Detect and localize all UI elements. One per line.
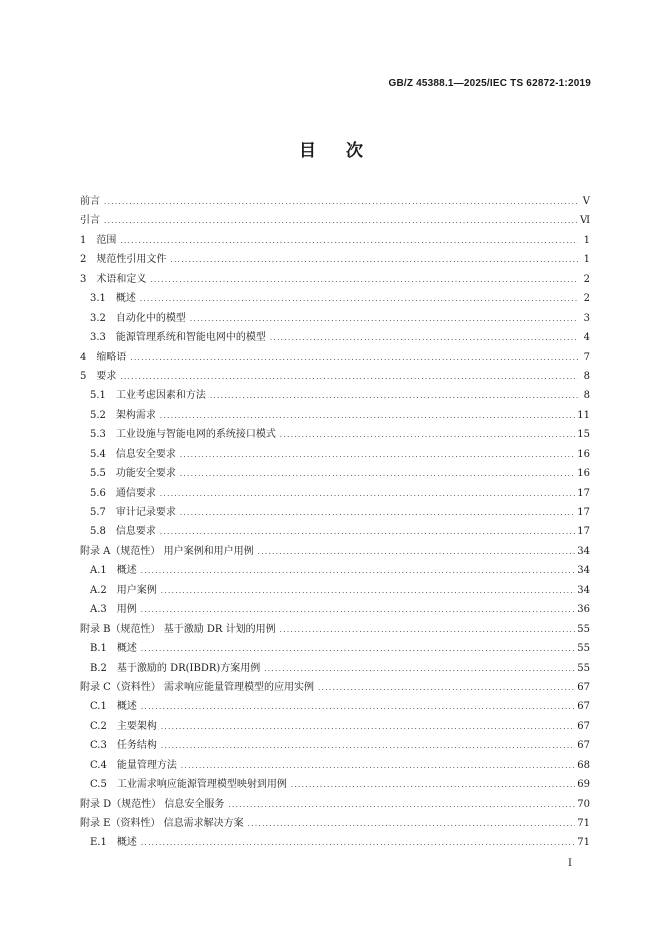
toc-entry-number: A.2 xyxy=(90,584,107,596)
toc-entry-page: 67 xyxy=(577,681,590,693)
toc-entry[interactable] xyxy=(80,581,590,600)
toc-entry-number: 5.7 xyxy=(90,507,106,518)
toc-entry-page: 4 xyxy=(583,332,590,344)
toc-entry-number: C.4 xyxy=(90,759,107,771)
toc-entry-title: 概述 xyxy=(116,565,137,577)
toc-entry-page: 36 xyxy=(577,604,590,616)
toc-entry-title: 能源管理系统和智能电网中的模型 xyxy=(115,332,266,344)
toc-entry-title: 术语和定义 xyxy=(96,273,147,285)
toc-entry-title: 用例 xyxy=(116,604,137,616)
toc-entry-title: 信息要求 xyxy=(115,526,156,538)
toc-entry-title: 基于激励的 DR(IBDR)方案用例 xyxy=(116,662,261,674)
toc-entry-title: 主要架构 xyxy=(116,720,157,732)
toc-entry-title: 概述 xyxy=(116,643,137,655)
toc-dot-leader xyxy=(141,834,575,853)
toc-entry-number: A.1 xyxy=(90,565,107,577)
toc-entry-page: 55 xyxy=(577,662,590,674)
toc-entry-page: Ⅴ xyxy=(582,196,590,207)
toc-entry[interactable] xyxy=(80,736,590,755)
toc-dot-leader xyxy=(180,465,575,484)
toc-entry-title: 信息安全要求 xyxy=(115,448,176,460)
toc-entry-title: 前言 xyxy=(80,196,100,207)
toc-entry[interactable] xyxy=(80,386,590,405)
toc-entry-page: 70 xyxy=(577,798,590,810)
toc-entry-page: 17 xyxy=(577,487,590,499)
toc-entry-page: 16 xyxy=(577,448,590,460)
page-number: Ⅰ xyxy=(568,858,572,869)
toc-dot-leader xyxy=(161,582,576,601)
toc-entry[interactable] xyxy=(80,425,590,444)
toc-entry-number: 3 xyxy=(80,273,87,285)
toc-dot-leader xyxy=(130,349,578,368)
toc-dot-leader xyxy=(180,446,575,465)
page-title: 目次 xyxy=(299,141,393,161)
toc-entry-page: Ⅵ xyxy=(579,215,590,227)
toc-entry-title: 要求 xyxy=(96,370,117,382)
toc-entry-title: 工业需求响应能源管理模型映射到用例 xyxy=(116,779,287,791)
toc-dot-leader xyxy=(210,387,578,406)
toc-entry[interactable] xyxy=(80,309,590,328)
toc-entry-number: 5.8 xyxy=(90,526,106,538)
toc-entry-number: 2 xyxy=(80,254,87,266)
toc-entry-number: 1 xyxy=(80,234,87,246)
toc-entry-page: 55 xyxy=(577,643,590,655)
toc-entry-title: 概述 xyxy=(115,293,136,305)
toc-entry[interactable] xyxy=(80,795,590,814)
toc-entry-number: 3.2 xyxy=(90,312,106,324)
toc-dot-leader xyxy=(104,193,578,212)
toc-entry[interactable] xyxy=(80,328,590,347)
toc-entry-page: 71 xyxy=(577,837,590,849)
toc-dot-leader xyxy=(170,251,578,270)
toc-dot-leader xyxy=(160,407,575,426)
toc-entry-page: 34 xyxy=(577,584,590,596)
toc-entry[interactable] xyxy=(80,445,590,464)
toc-entry[interactable] xyxy=(80,367,590,386)
toc-entry[interactable] xyxy=(80,697,590,716)
toc-entry-page: 15 xyxy=(577,429,590,441)
toc-dot-leader xyxy=(141,601,576,620)
toc-entry[interactable] xyxy=(80,620,590,639)
toc-entry-page: 69 xyxy=(577,779,590,791)
toc-entry-title: 附录 E（资料性） 信息需求解决方案 xyxy=(80,818,244,829)
toc-entry[interactable] xyxy=(80,270,590,289)
toc-entry-title: 能量管理方法 xyxy=(116,759,177,771)
toc-entry-page: 1 xyxy=(583,234,590,246)
toc-entry-title: 任务结构 xyxy=(116,740,157,752)
toc-dot-leader xyxy=(280,426,575,445)
toc-entry-number: 5.4 xyxy=(90,448,106,460)
toc-dot-leader xyxy=(104,212,578,231)
toc-entry-page: 67 xyxy=(577,720,590,732)
toc-entry-page: 16 xyxy=(577,468,590,480)
toc-entry-page: 67 xyxy=(577,701,590,713)
toc-dot-leader xyxy=(140,290,578,309)
toc-entry-page: 8 xyxy=(583,370,590,382)
toc-entry-title: 附录 D（规范性） 信息安全服务 xyxy=(80,798,225,810)
toc-dot-leader xyxy=(258,543,576,562)
toc-entry[interactable] xyxy=(80,659,590,678)
toc-dot-leader xyxy=(181,757,575,776)
toc-entry[interactable] xyxy=(80,289,590,308)
toc-entry-number: 4 xyxy=(80,351,87,363)
toc-entry-title: 工业设施与智能电网的系统接口模式 xyxy=(115,429,276,441)
toc-dot-leader xyxy=(161,718,575,737)
toc-dot-leader xyxy=(264,660,575,679)
toc-entry-title: 缩略语 xyxy=(96,351,127,363)
toc-entry-title: 工业考虑因素和方法 xyxy=(115,390,206,402)
toc-entry[interactable] xyxy=(80,192,590,211)
toc-entry[interactable] xyxy=(80,348,590,367)
toc-entry-number: C.1 xyxy=(90,701,107,713)
toc-entry-number: B.2 xyxy=(90,662,107,674)
toc-entry-page: 2 xyxy=(583,293,590,305)
toc-dot-leader xyxy=(141,562,576,581)
toc-dot-leader xyxy=(228,796,575,815)
toc-entry-title: 自动化中的模型 xyxy=(115,312,186,324)
toc-entry[interactable] xyxy=(80,522,590,541)
toc-dot-leader xyxy=(141,698,575,717)
toc-entry[interactable] xyxy=(80,250,590,269)
toc-entry[interactable] xyxy=(80,833,590,852)
toc-dot-leader xyxy=(270,329,578,348)
toc-entry-page: 2 xyxy=(583,273,590,285)
toc-entry-number: C.5 xyxy=(90,779,107,791)
toc-entry-page: 17 xyxy=(577,507,590,518)
toc-dot-leader xyxy=(318,679,575,698)
toc-entry-page: 55 xyxy=(577,623,590,635)
toc-entry-page: 34 xyxy=(577,565,590,577)
toc-entry-page: 17 xyxy=(577,526,590,538)
toc-entry[interactable] xyxy=(80,678,590,697)
toc-entry-page: 3 xyxy=(583,312,590,324)
toc-entry-page: 34 xyxy=(577,545,590,557)
document-identifier: GB/Z 45388.1—2025/IEC TS 62872-1:2019 xyxy=(388,78,591,89)
toc-entry[interactable] xyxy=(80,503,590,522)
toc-entry-title: 用户案例 xyxy=(116,584,157,596)
toc-entry[interactable] xyxy=(80,814,590,833)
toc-entry-title: 审计记录要求 xyxy=(115,507,176,518)
toc-entry-title: 附录 A（规范性） 用户案例和用户用例 xyxy=(80,545,254,557)
toc-dot-leader xyxy=(141,640,575,659)
toc-entry-page: 67 xyxy=(577,740,590,752)
toc-entry-page: 68 xyxy=(577,759,590,771)
toc-entry-title: 通信要求 xyxy=(115,487,156,499)
toc-entry-title: 架构需求 xyxy=(115,409,156,421)
toc-entry-number: 5.2 xyxy=(90,409,106,421)
toc-entry-title: 范围 xyxy=(96,234,117,246)
toc-dot-leader xyxy=(291,776,575,795)
toc-entry-number: C.3 xyxy=(90,740,107,752)
toc-entry-page: 7 xyxy=(583,351,590,363)
table-of-contents xyxy=(80,192,590,853)
toc-dot-leader xyxy=(190,310,578,329)
toc-entry-number: C.2 xyxy=(90,720,107,732)
toc-entry-page: 1 xyxy=(583,254,590,266)
toc-dot-leader xyxy=(150,271,578,290)
toc-entry[interactable] xyxy=(80,211,590,230)
toc-entry-page: 8 xyxy=(583,390,590,402)
toc-entry[interactable] xyxy=(80,600,590,619)
toc-entry[interactable] xyxy=(80,639,590,658)
toc-entry[interactable] xyxy=(80,464,590,483)
toc-dot-leader xyxy=(161,737,575,756)
toc-dot-leader xyxy=(280,621,576,640)
toc-entry[interactable] xyxy=(80,542,590,561)
toc-entry-number: B.1 xyxy=(90,643,107,655)
toc-entry-title: 附录 B（规范性） 基于激励 DR 计划的用例 xyxy=(80,623,276,635)
toc-entry-title: 概述 xyxy=(116,701,137,713)
toc-entry-page: 11 xyxy=(577,409,590,421)
toc-entry[interactable] xyxy=(80,231,590,250)
toc-entry-number: E.1 xyxy=(90,837,107,849)
toc-entry-title: 附录 C（资料性） 需求响应能量管理模型的应用实例 xyxy=(80,681,315,693)
toc-dot-leader xyxy=(160,523,575,542)
toc-entry-page: 71 xyxy=(577,818,590,829)
toc-entry-number: A.3 xyxy=(90,604,107,616)
toc-dot-leader xyxy=(160,485,575,504)
toc-dot-leader xyxy=(120,232,578,251)
toc-entry[interactable] xyxy=(80,561,590,580)
toc-entry[interactable] xyxy=(80,756,590,775)
toc-entry[interactable] xyxy=(80,484,590,503)
toc-entry[interactable] xyxy=(80,406,590,425)
toc-dot-leader xyxy=(248,815,576,834)
toc-entry-title: 规范性引用文件 xyxy=(96,254,167,266)
toc-entry[interactable] xyxy=(80,717,590,736)
toc-entry-title: 概述 xyxy=(116,837,137,849)
toc-entry[interactable] xyxy=(80,775,590,794)
toc-entry-number: 3.1 xyxy=(90,293,106,305)
toc-entry-number: 3.3 xyxy=(90,332,106,344)
toc-dot-leader xyxy=(180,504,575,523)
toc-dot-leader xyxy=(120,368,578,387)
toc-entry-number: 5.6 xyxy=(90,487,106,499)
toc-entry-number: 5.5 xyxy=(90,468,106,480)
toc-entry-number: 5 xyxy=(80,370,87,382)
toc-entry-title: 引言 xyxy=(80,215,100,227)
toc-entry-title: 功能安全要求 xyxy=(115,468,176,480)
toc-entry-number: 5.1 xyxy=(90,390,106,402)
toc-entry-number: 5.3 xyxy=(90,429,106,441)
